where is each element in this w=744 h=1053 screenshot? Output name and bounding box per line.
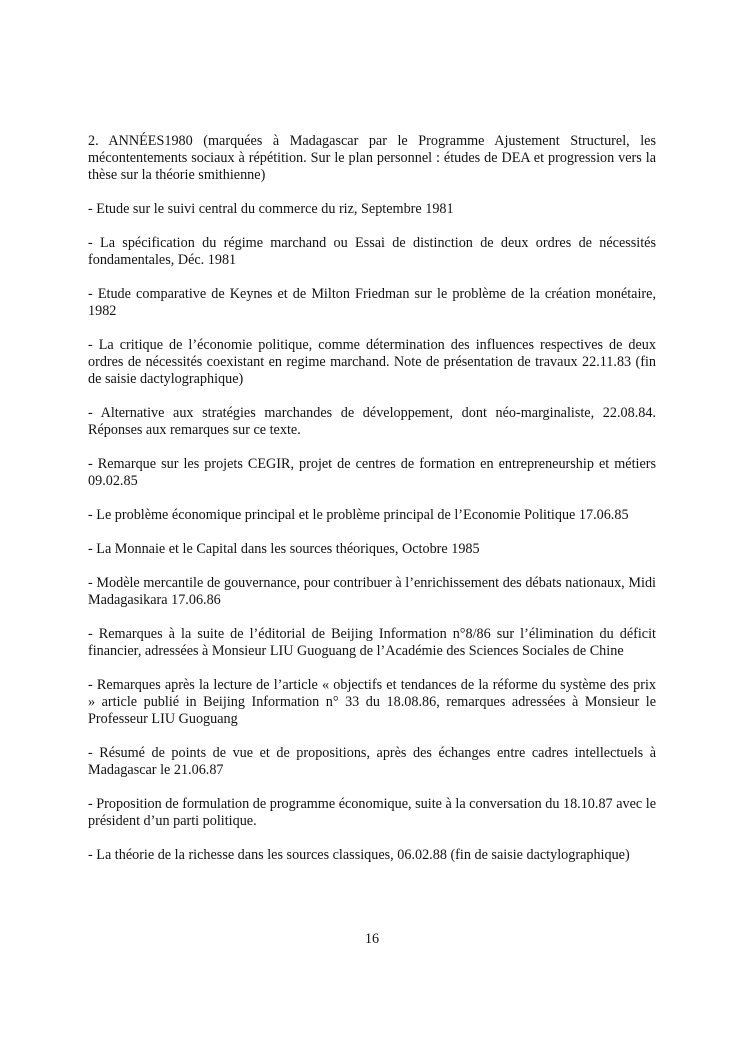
list-item: - Etude sur le suivi central du commerce du riz, Septembre 1981 [88, 201, 454, 217]
list-item: - Résumé de points de vue et de propositions, après des échanges entre cadres intellectuels à Madagascar le 21.06.87 [88, 745, 656, 778]
list-item: - Le problème économique principal et le problème principal de l’Economie Politique 17.06.85 [88, 507, 629, 523]
list-item: - La théorie de la richesse dans les sources classiques, 06.02.88 (fin de saisie dactylographique) [88, 847, 630, 863]
page-number: 16 [364, 931, 380, 947]
list-item: - Modèle mercantile de gouvernance, pour contribuer à l’enrichissement des débats nationaux, Midi Madagasikara 17.06.86 [88, 575, 656, 608]
list-item: - Remarques à la suite de l’éditorial de Beijing Information n°8/86 sur l’élimination du déficit financier, adressées à Monsieur LIU Guoguang de l’Académie des Sciences Sociales de Chine [88, 626, 656, 659]
list-item: - La Monnaie et le Capital dans les sources théoriques, Octobre 1985 [88, 541, 480, 557]
list-item: - La critique de l’économie politique, comme détermination des influences respectives de deux ordres de nécessités coexistant en regime marchand. Note de présentation de travaux 22.11.83 (fin de saisie dactylographique) [88, 337, 656, 387]
list-item: - Remarques après la lecture de l’article « objectifs et tendances de la réforme du système des prix » article publié in Beijing Information n° 33 du 18.08.86, remarques adressées à Monsieur le Professeur LIU Guoguang [88, 677, 656, 727]
page-body [88, 133, 656, 864]
list-item: - La spécification du régime marchand ou Essai de distinction de deux ordres de nécessités fondamentales, Déc. 1981 [88, 235, 656, 268]
list-item: - Remarque sur les projets CEGIR, projet de centres de formation en entrepreneurship et métiers 09.02.85 [88, 456, 656, 489]
list-item: - Etude comparative de Keynes et de Milton Friedman sur le problème de la création monétaire, 1982 [88, 286, 656, 319]
list-item: - Proposition de formulation de programme économique, suite à la conversation du 18.10.87 avec le président d’un parti politique. [88, 796, 656, 829]
list-item: - Alternative aux stratégies marchandes de développement, dont néo-marginaliste, 22.08.84. Réponses aux remarques sur ce texte. [88, 405, 656, 438]
section-heading-paragraph: 2. ANNÉES1980 (marquées à Madagascar par le Programme Ajustement Structurel, les mécontentements sociaux à répétition. Sur le plan personnel : études de DEA et progression vers la thèse sur la théorie smithienne) [88, 133, 656, 183]
